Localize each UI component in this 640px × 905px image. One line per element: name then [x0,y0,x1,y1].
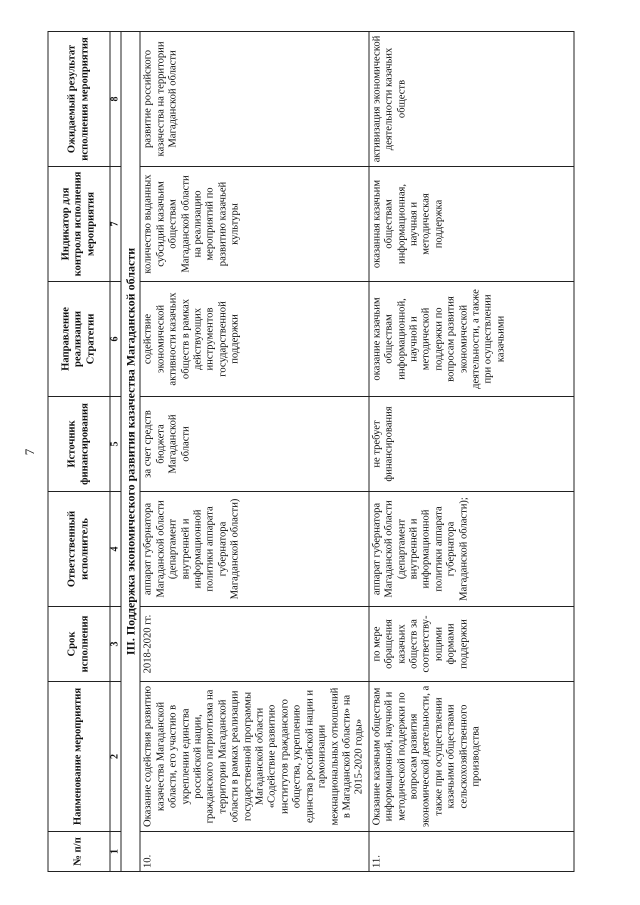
row-indicator: оказанная казачьим обществам информационная, научная и методическая поддержка [369,167,574,282]
row-executor: аппарат губернатора Магаданской области (департамент внутренней и информационной политики аппарата губернатора Магаданской области); [369,492,574,607]
column-number-row [110,32,121,872]
page-number: 7 [22,448,37,456]
column-number: 6 [110,282,121,397]
header-term: Срок исполнения [48,607,110,682]
row-executor: аппарат губернатора Магаданской области (департамент внутренней и информационной политики аппарата губернатора Магаданской области) [140,492,368,607]
row-funding: за счет средств бюджета Магаданской области [140,397,368,492]
header-result: Ожидаемый результат исполнения мероприятия [48,32,110,167]
column-number: 8 [110,32,121,167]
column-number: 4 [110,492,121,607]
row-name: Оказание казачьим обществам информационной, научной и методической поддержки по вопросам развития экономической деятельности, а также при осуществлении казачьими обществами сельскохозяйственного производства [369,682,574,832]
column-number: 5 [110,397,121,492]
header-num: № п/п [48,832,110,872]
section-title: III. Поддержка экономического развития казачества Магаданской области [121,32,140,872]
row-direction: оказание казачьим обществам информационной, научной и методической поддержки по вопросам развития экономической деятельности, а также при осуществлении казачьими [369,282,574,397]
header-row [48,32,110,872]
section-row [121,32,140,872]
header-direction: Направление реализации Стратегии [48,282,110,397]
column-number: 1 [110,832,121,872]
header-funding: Источник финансирования [48,397,110,492]
row-indicator: количество выданных субсидий казачьим обществам Магаданской области на реализацию мероприятий по развитию казачьей культуры [140,167,368,282]
header-executor: Ответственный исполнитель [48,492,110,607]
row-direction: содействие экономической активности казачьих обществ в рамках действующих инструментов государственной поддержки [140,282,368,397]
header-name: Наименование мероприятия [48,682,110,832]
row-funding: не требует финансирования [369,397,574,492]
measures-table [48,31,575,872]
row-term: 2018-2020 гг. [140,607,368,682]
row-result: активизация экономической деятельности казачьих обществ [369,32,574,167]
row-name: Оказание содействия развитию казачества Магаданской области, его участию в укреплении единства российской нации, гражданского патриотизма на территории Магаданской области в рамках реализации государственной программы Магаданской области «Содействие развитию институтов гражданского общества, укреплению единства российской нации и гармонизации межнациональных отношений в Магаданской области» на 2015-2020 годы» [140,682,368,832]
table-row [369,32,574,872]
row-result: развитие российского казачества на территории Магаданской области [140,32,368,167]
row-num: 10. [140,832,368,872]
column-number: 3 [110,607,121,682]
header-indicator: Индикатор для контроля исполнения мероприятия [48,167,110,282]
row-num: 11. [369,832,574,872]
column-number: 7 [110,167,121,282]
rotated-table-container [48,32,593,872]
row-term: по мере обращения казачьих обществ за соответству-ющими формами поддержки [369,607,574,682]
table-row [140,32,368,872]
column-number: 2 [110,682,121,832]
